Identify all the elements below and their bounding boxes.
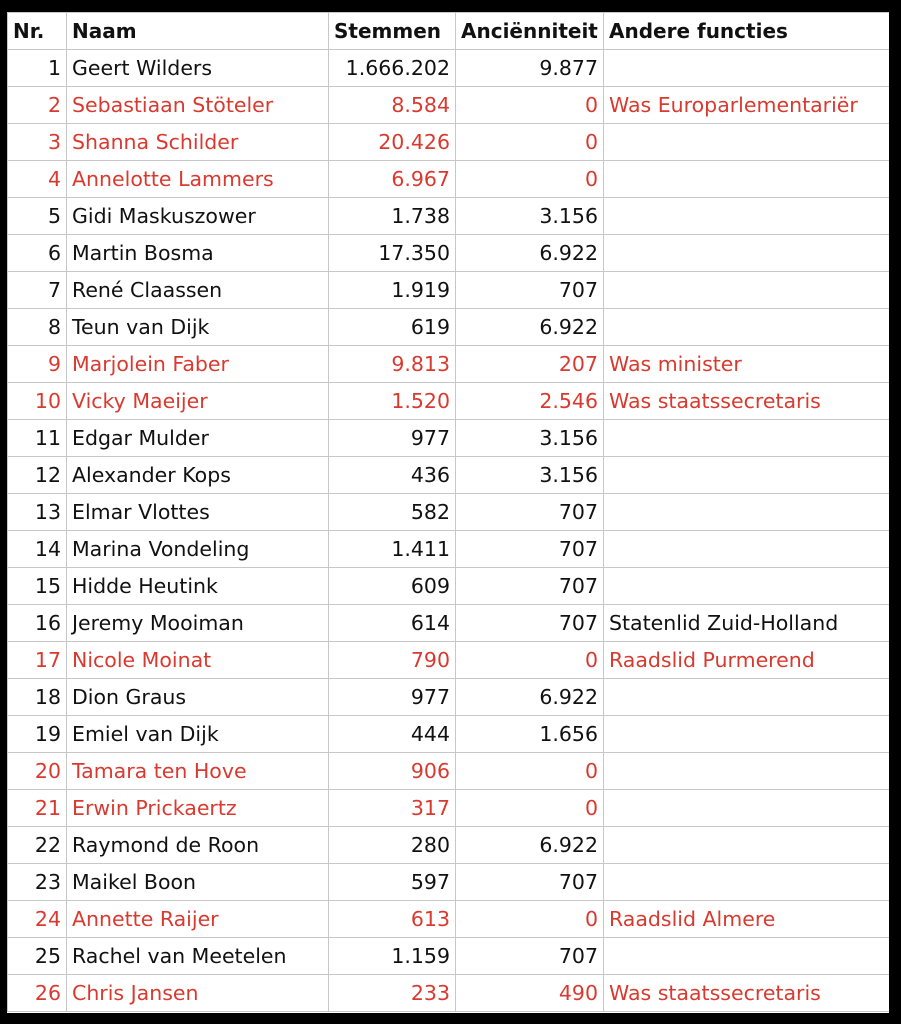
cell-stemmen[interactable]: 613 <box>329 901 456 938</box>
cell-nr[interactable]: 2 <box>8 87 67 124</box>
cell-naam[interactable]: Alexander Kops <box>67 457 329 494</box>
cell-nr[interactable]: 1 <box>8 50 67 87</box>
cell-stemmen[interactable]: 1.159 <box>329 938 456 975</box>
cell-naam[interactable]: Vicky Maeijer <box>67 383 329 420</box>
cell-stemmen[interactable]: 1.411 <box>329 531 456 568</box>
cell-naam[interactable]: Annette Raijer <box>67 901 329 938</box>
cell-ancienniteit[interactable]: 0 <box>456 753 604 790</box>
cell-naam[interactable]: Elmar Vlottes <box>67 494 329 531</box>
table-row <box>8 420 890 457</box>
cell-stemmen[interactable]: 280 <box>329 827 456 864</box>
cell-nr[interactable]: 6 <box>8 235 67 272</box>
cell-ancienniteit[interactable]: 707 <box>456 938 604 975</box>
header-row <box>8 13 890 50</box>
cell-ancienniteit[interactable]: 707 <box>456 272 604 309</box>
cell-ancienniteit[interactable]: 3.156 <box>456 457 604 494</box>
table-row <box>8 679 890 716</box>
cell-naam[interactable]: Raymond de Roon <box>67 827 329 864</box>
cell-stemmen[interactable]: 9.813 <box>329 346 456 383</box>
candidates-table <box>7 12 889 1012</box>
cell-ancienniteit[interactable]: 0 <box>456 87 604 124</box>
cell-andere-functies[interactable] <box>604 494 890 531</box>
cell-andere-functies[interactable]: Was staatssecretaris <box>604 975 890 1012</box>
cell-ancienniteit[interactable]: 9.877 <box>456 50 604 87</box>
table-row <box>8 568 890 605</box>
cell-ancienniteit[interactable]: 0 <box>456 124 604 161</box>
cell-nr[interactable]: 22 <box>8 827 67 864</box>
cell-ancienniteit[interactable]: 490 <box>456 975 604 1012</box>
cell-nr[interactable]: 10 <box>8 383 67 420</box>
cell-ancienniteit[interactable]: 3.156 <box>456 420 604 457</box>
cell-andere-functies[interactable] <box>604 309 890 346</box>
cell-nr[interactable]: 11 <box>8 420 67 457</box>
cell-stemmen[interactable]: 609 <box>329 568 456 605</box>
cell-ancienniteit[interactable]: 0 <box>456 161 604 198</box>
cell-naam[interactable]: Chris Jansen <box>67 975 329 1012</box>
cell-nr[interactable]: 18 <box>8 679 67 716</box>
cell-ancienniteit[interactable]: 6.922 <box>456 309 604 346</box>
cell-naam[interactable]: Gidi Maskuszower <box>67 198 329 235</box>
table-row <box>8 901 890 938</box>
cell-andere-functies[interactable] <box>604 864 890 901</box>
cell-stemmen[interactable]: 619 <box>329 309 456 346</box>
table-row <box>8 87 890 124</box>
table-row <box>8 605 890 642</box>
cell-nr[interactable]: 16 <box>8 605 67 642</box>
table-row <box>8 753 890 790</box>
cell-naam[interactable]: Teun van Dijk <box>67 309 329 346</box>
spreadsheet <box>7 12 889 1013</box>
cell-andere-functies[interactable] <box>604 420 890 457</box>
cell-andere-functies[interactable]: Raadslid Almere <box>604 901 890 938</box>
cell-stemmen[interactable]: 597 <box>329 864 456 901</box>
cell-naam[interactable]: Emiel van Dijk <box>67 716 329 753</box>
header-andere-functies[interactable]: Andere functies <box>604 13 890 50</box>
table-row <box>8 309 890 346</box>
cell-stemmen[interactable]: 977 <box>329 420 456 457</box>
cell-andere-functies[interactable] <box>604 235 890 272</box>
cell-naam[interactable]: Martin Bosma <box>67 235 329 272</box>
cell-naam[interactable]: Sebastiaan Stöteler <box>67 87 329 124</box>
cell-nr[interactable]: 20 <box>8 753 67 790</box>
cell-stemmen[interactable]: 436 <box>329 457 456 494</box>
cell-naam[interactable]: Marina Vondeling <box>67 531 329 568</box>
cell-stemmen[interactable]: 444 <box>329 716 456 753</box>
cell-andere-functies[interactable] <box>604 827 890 864</box>
cell-stemmen[interactable]: 8.584 <box>329 87 456 124</box>
cell-nr[interactable]: 24 <box>8 901 67 938</box>
cell-stemmen[interactable]: 17.350 <box>329 235 456 272</box>
cell-stemmen[interactable]: 790 <box>329 642 456 679</box>
cell-naam[interactable]: Marjolein Faber <box>67 346 329 383</box>
cell-nr[interactable]: 8 <box>8 309 67 346</box>
cell-andere-functies[interactable] <box>604 457 890 494</box>
table-row <box>8 124 890 161</box>
header-nr[interactable]: Nr. <box>8 13 67 50</box>
cell-ancienniteit[interactable]: 6.922 <box>456 679 604 716</box>
cell-naam[interactable]: Hidde Heutink <box>67 568 329 605</box>
cell-nr[interactable]: 3 <box>8 124 67 161</box>
table-row <box>8 272 890 309</box>
cell-nr[interactable]: 21 <box>8 790 67 827</box>
table-row <box>8 975 890 1012</box>
cell-naam[interactable]: Nicole Moinat <box>67 642 329 679</box>
cell-naam[interactable]: Tamara ten Hove <box>67 753 329 790</box>
cell-naam[interactable]: Shanna Schilder <box>67 124 329 161</box>
cell-nr[interactable]: 4 <box>8 161 67 198</box>
cell-nr[interactable]: 13 <box>8 494 67 531</box>
cell-andere-functies[interactable]: Was Europarlementariër <box>604 87 890 124</box>
cell-naam[interactable]: Annelotte Lammers <box>67 161 329 198</box>
cell-ancienniteit[interactable]: 6.922 <box>456 235 604 272</box>
cell-stemmen[interactable]: 6.967 <box>329 161 456 198</box>
table-row <box>8 50 890 87</box>
cell-andere-functies[interactable] <box>604 790 890 827</box>
cell-nr[interactable]: 5 <box>8 198 67 235</box>
cell-naam[interactable]: Maikel Boon <box>67 864 329 901</box>
cell-nr[interactable]: 17 <box>8 642 67 679</box>
cell-andere-functies[interactable] <box>604 272 890 309</box>
cell-stemmen[interactable]: 233 <box>329 975 456 1012</box>
cell-naam[interactable]: Edgar Mulder <box>67 420 329 457</box>
cell-stemmen[interactable]: 582 <box>329 494 456 531</box>
cell-naam[interactable]: Erwin Prickaertz <box>67 790 329 827</box>
cell-ancienniteit[interactable]: 207 <box>456 346 604 383</box>
table-row <box>8 531 890 568</box>
cell-andere-functies[interactable] <box>604 198 890 235</box>
cell-stemmen[interactable]: 1.666.202 <box>329 50 456 87</box>
cell-naam[interactable]: Rachel van Meetelen <box>67 938 329 975</box>
header-ancienniteit[interactable]: Anciënniteit <box>456 13 604 50</box>
cell-ancienniteit[interactable]: 1.656 <box>456 716 604 753</box>
cell-stemmen[interactable]: 906 <box>329 753 456 790</box>
cell-stemmen[interactable]: 1.520 <box>329 383 456 420</box>
cell-stemmen[interactable]: 20.426 <box>329 124 456 161</box>
table-row <box>8 235 890 272</box>
cell-andere-functies[interactable]: Was minister <box>604 346 890 383</box>
cell-andere-functies[interactable] <box>604 50 890 87</box>
cell-nr[interactable]: 14 <box>8 531 67 568</box>
cell-naam[interactable]: Geert Wilders <box>67 50 329 87</box>
cell-ancienniteit[interactable]: 6.922 <box>456 827 604 864</box>
cell-andere-functies[interactable] <box>604 753 890 790</box>
cell-nr[interactable]: 25 <box>8 938 67 975</box>
table-row <box>8 494 890 531</box>
cell-stemmen[interactable]: 1.919 <box>329 272 456 309</box>
table-row <box>8 827 890 864</box>
cell-ancienniteit[interactable]: 0 <box>456 901 604 938</box>
cell-stemmen[interactable]: 1.738 <box>329 198 456 235</box>
cell-stemmen[interactable]: 317 <box>329 790 456 827</box>
cell-andere-functies[interactable] <box>604 938 890 975</box>
cell-ancienniteit[interactable]: 0 <box>456 642 604 679</box>
cell-andere-functies[interactable] <box>604 531 890 568</box>
cell-ancienniteit[interactable]: 0 <box>456 790 604 827</box>
table-row <box>8 161 890 198</box>
cell-andere-functies[interactable]: Raadslid Purmerend <box>604 642 890 679</box>
cell-ancienniteit[interactable]: 707 <box>456 864 604 901</box>
table-row <box>8 457 890 494</box>
cell-naam[interactable]: Jeremy Mooiman <box>67 605 329 642</box>
cell-andere-functies[interactable] <box>604 716 890 753</box>
cell-ancienniteit[interactable]: 707 <box>456 494 604 531</box>
header-stemmen[interactable]: Stemmen <box>329 13 456 50</box>
cell-andere-functies[interactable]: Was staatssecretaris <box>604 383 890 420</box>
table-body <box>8 50 890 1012</box>
header-naam[interactable]: Naam <box>67 13 329 50</box>
table-row <box>8 790 890 827</box>
table-row <box>8 383 890 420</box>
cell-nr[interactable]: 23 <box>8 864 67 901</box>
cell-naam[interactable]: Dion Graus <box>67 679 329 716</box>
cell-ancienniteit[interactable]: 2.546 <box>456 383 604 420</box>
cell-ancienniteit[interactable]: 707 <box>456 605 604 642</box>
cell-andere-functies[interactable] <box>604 679 890 716</box>
cell-andere-functies[interactable] <box>604 568 890 605</box>
cell-nr[interactable]: 9 <box>8 346 67 383</box>
cell-andere-functies[interactable] <box>604 124 890 161</box>
table-row <box>8 938 890 975</box>
cell-andere-functies[interactable] <box>604 161 890 198</box>
table-row <box>8 864 890 901</box>
cell-naam[interactable]: René Claassen <box>67 272 329 309</box>
cell-nr[interactable]: 7 <box>8 272 67 309</box>
cell-nr[interactable]: 12 <box>8 457 67 494</box>
cell-stemmen[interactable]: 614 <box>329 605 456 642</box>
table-row <box>8 346 890 383</box>
table-row <box>8 716 890 753</box>
cell-ancienniteit[interactable]: 3.156 <box>456 198 604 235</box>
cell-andere-functies[interactable]: Statenlid Zuid-Holland <box>604 605 890 642</box>
cell-stemmen[interactable]: 977 <box>329 679 456 716</box>
cell-ancienniteit[interactable]: 707 <box>456 531 604 568</box>
cell-ancienniteit[interactable]: 707 <box>456 568 604 605</box>
cell-nr[interactable]: 26 <box>8 975 67 1012</box>
table-row <box>8 642 890 679</box>
cell-nr[interactable]: 19 <box>8 716 67 753</box>
cell-nr[interactable]: 15 <box>8 568 67 605</box>
table-row <box>8 198 890 235</box>
